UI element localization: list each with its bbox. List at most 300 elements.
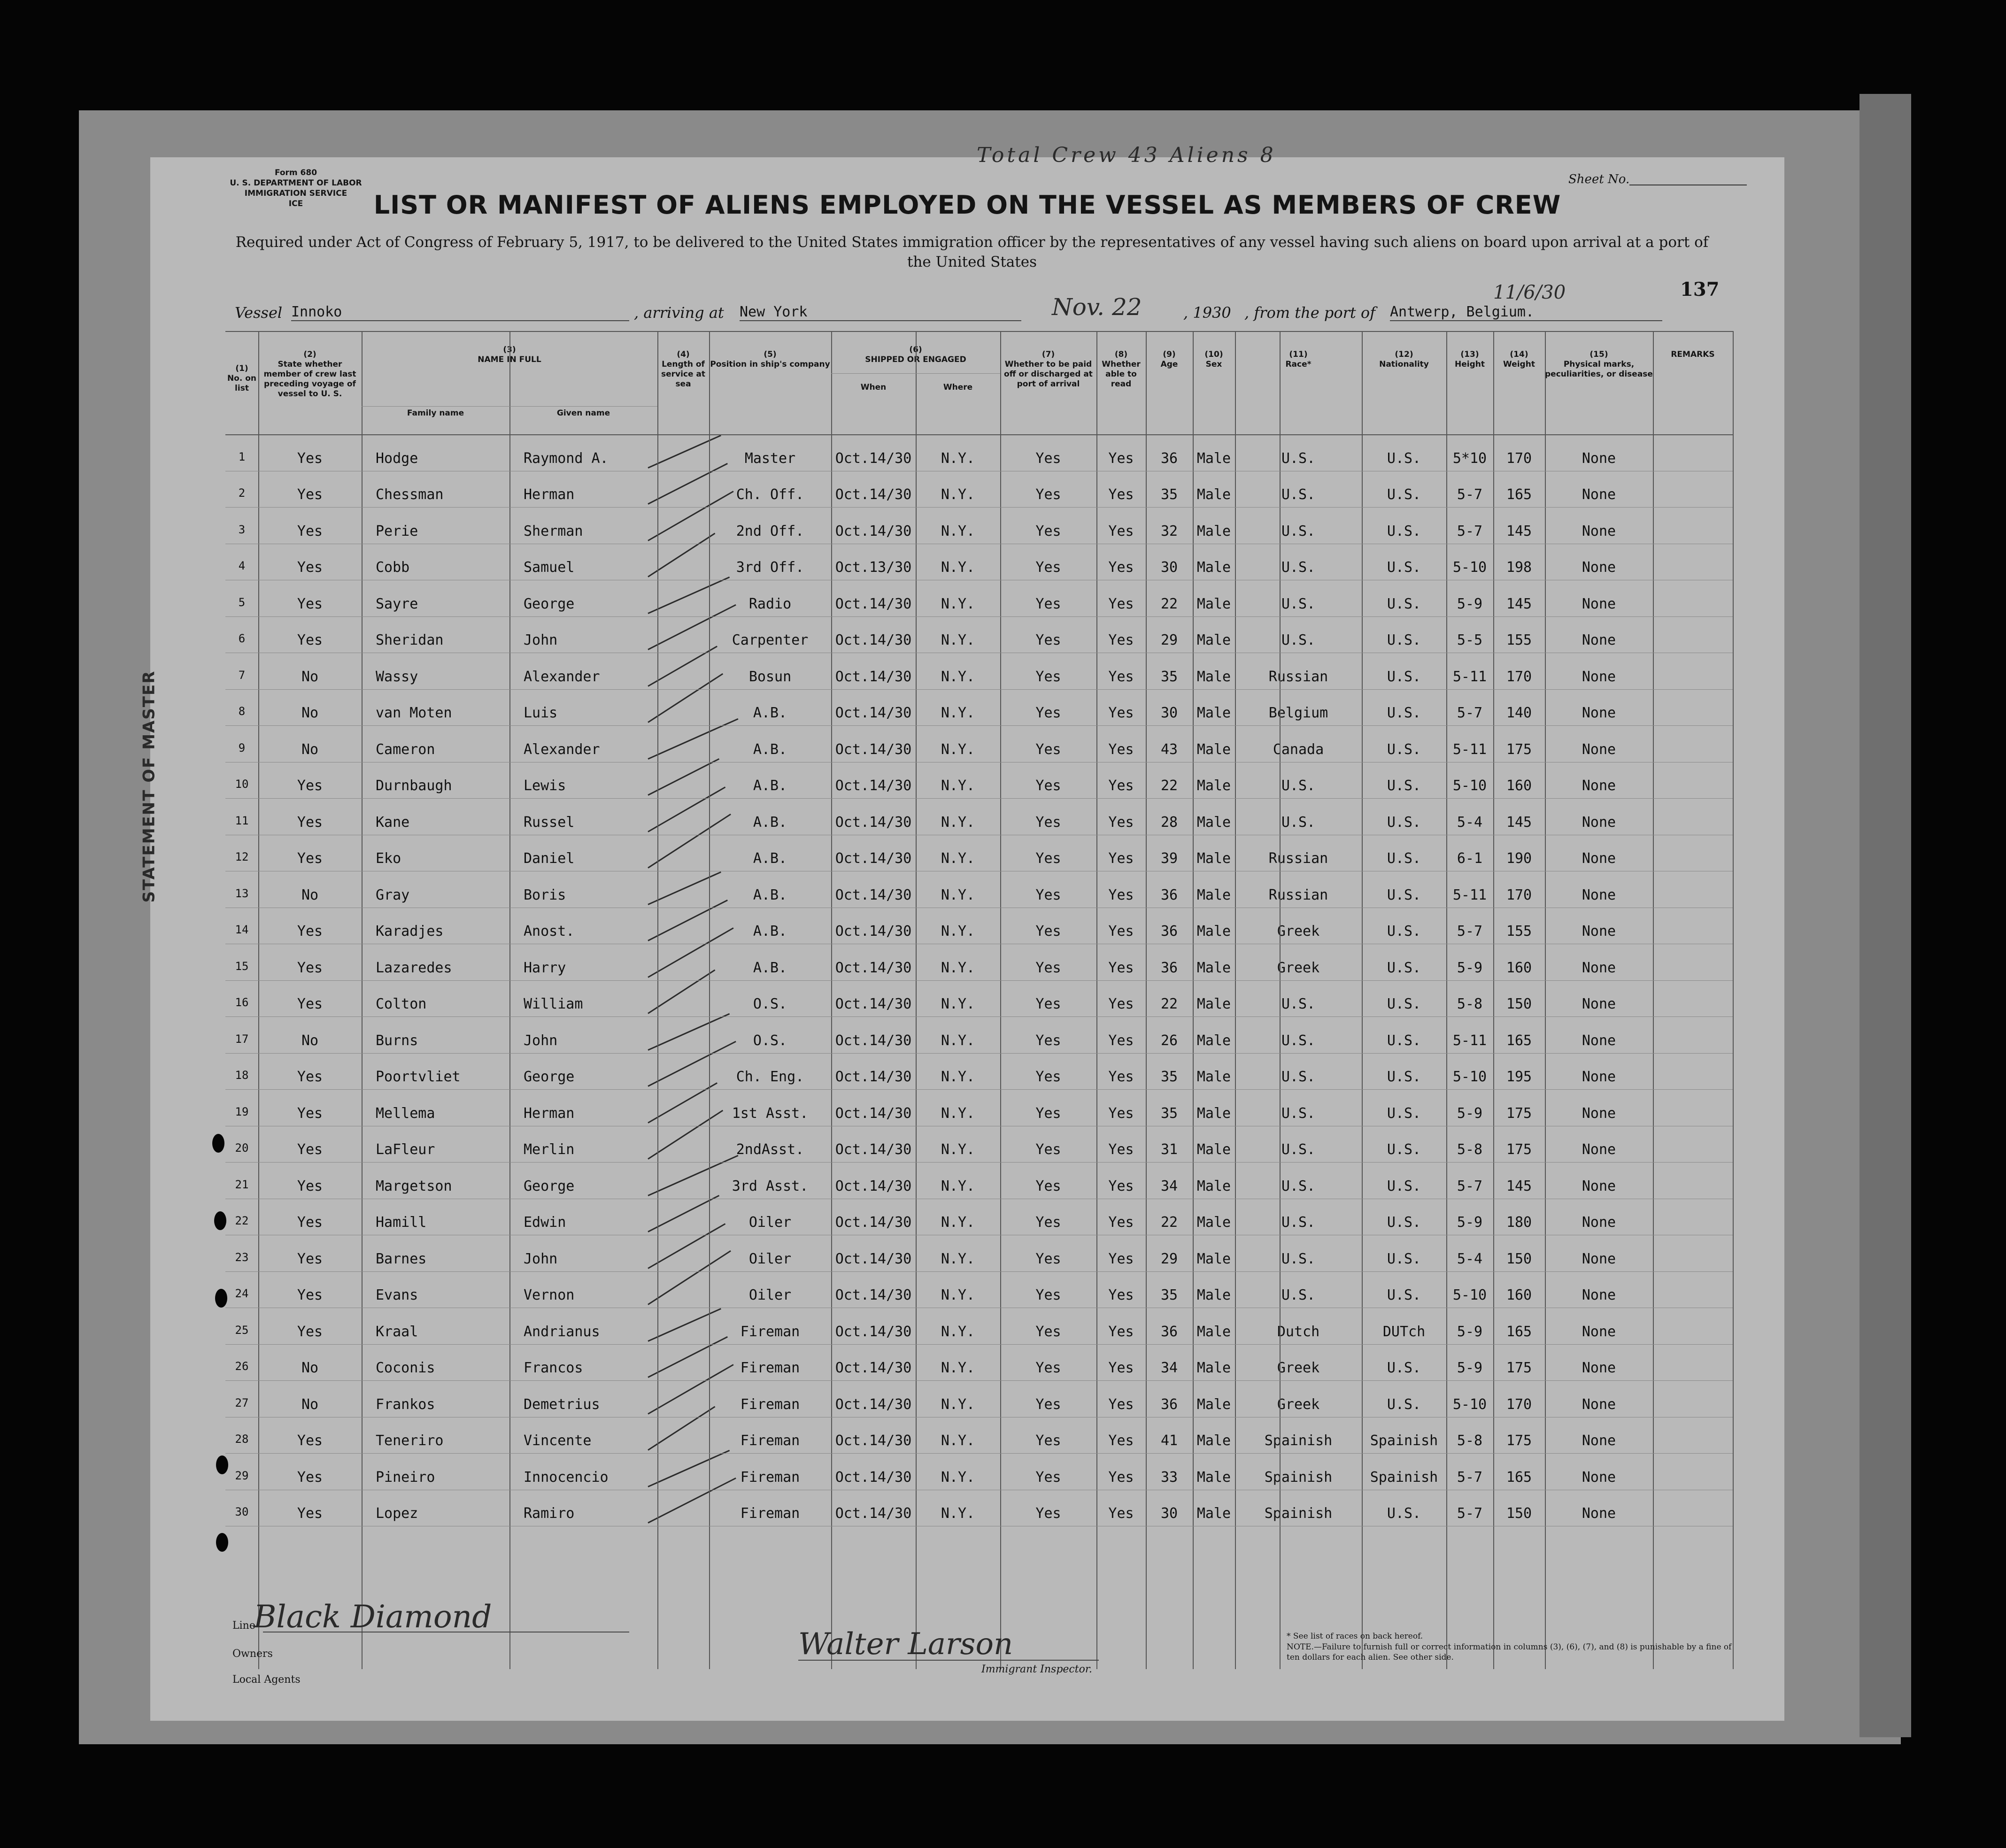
column-number: (4): [677, 350, 690, 359]
cell-marks: None: [1582, 996, 1616, 1012]
cell-sex: Male: [1196, 1105, 1231, 1122]
table-row: [225, 580, 1733, 616]
line-label: Line: [232, 1620, 255, 1632]
cell-age: 28: [1160, 814, 1178, 831]
cell-read: Yes: [1108, 1505, 1134, 1522]
cell-race: Canada: [1273, 741, 1324, 758]
cell-weight: 150: [1506, 1250, 1532, 1267]
cell-race: U.S.: [1281, 778, 1316, 794]
cell-position: Fireman: [740, 1469, 800, 1486]
cell-where: N.Y.: [941, 632, 975, 648]
cell-age: 22: [1160, 1214, 1178, 1231]
arrival-year: , 1930: [1183, 304, 1231, 322]
cell-age: 35: [1160, 668, 1178, 685]
cell-where: N.Y.: [941, 1214, 975, 1231]
cell-sex: Male: [1196, 486, 1231, 503]
cell-race: U.S.: [1281, 450, 1316, 467]
service: IMMIGRATION SERVICE: [244, 189, 347, 198]
cell-sex: Male: [1196, 814, 1231, 831]
cell-given: Vernon: [524, 1287, 575, 1303]
cell-marks: None: [1582, 923, 1616, 939]
cell-family: Karadjes: [376, 923, 444, 939]
cell-position: 3rd Off.: [736, 559, 804, 576]
cell-race: Russian: [1268, 850, 1328, 867]
column-label: Where: [943, 383, 973, 392]
cell-read: Yes: [1108, 1032, 1134, 1049]
cell-nat: U.S.: [1387, 559, 1421, 576]
cell-race: Belgium: [1268, 705, 1328, 721]
cell-race: U.S.: [1281, 1032, 1316, 1049]
binder-hole: [215, 1289, 227, 1308]
column-rule: [1446, 331, 1447, 1669]
cell-prev: Yes: [297, 923, 323, 939]
column-number: (15): [1589, 350, 1608, 359]
cell-read: Yes: [1108, 1250, 1134, 1267]
cell-nat: U.S.: [1387, 668, 1421, 685]
column-label: SHIPPED OR ENGAGED: [865, 355, 966, 364]
cell-sex: Male: [1196, 1287, 1231, 1303]
cell-where: N.Y.: [941, 1105, 975, 1122]
column-header: [1493, 350, 1545, 370]
cell-weight: 170: [1506, 668, 1532, 685]
cell-weight: 145: [1506, 595, 1532, 612]
column-header: [509, 408, 657, 418]
row-rule: [225, 798, 1733, 799]
cell-prev: Yes: [297, 1141, 323, 1158]
cell-position: 2nd Off.: [736, 523, 804, 539]
cell-age: 30: [1160, 559, 1178, 576]
row-rule: [225, 725, 1733, 726]
cell-weight: 190: [1506, 850, 1532, 867]
cell-no: 30: [235, 1505, 249, 1518]
column-rule: [1493, 331, 1494, 1669]
cell-marks: None: [1582, 1432, 1616, 1449]
cell-position: Fireman: [740, 1396, 800, 1413]
cell-weight: 165: [1506, 1032, 1532, 1049]
inspector-line: [798, 1660, 1099, 1661]
cell-where: N.Y.: [941, 1505, 975, 1522]
cell-no: 16: [235, 996, 249, 1009]
cell-no: 13: [235, 886, 249, 900]
cell-when: Oct.14/30: [835, 1105, 912, 1122]
cell-sex: Male: [1196, 959, 1231, 976]
cell-race: U.S.: [1281, 523, 1316, 539]
cell-read: Yes: [1108, 1105, 1134, 1122]
column-label: Sex: [1205, 360, 1222, 369]
cell-height: 5-9: [1457, 1214, 1483, 1231]
cell-where: N.Y.: [941, 450, 975, 467]
cell-age: 34: [1160, 1360, 1178, 1376]
cell-given: Alexander: [524, 668, 600, 685]
cell-read: Yes: [1108, 886, 1134, 903]
cell-nat: U.S.: [1387, 595, 1421, 612]
cell-no: 1: [238, 450, 246, 463]
cell-weight: 165: [1506, 1469, 1532, 1486]
cell-position: Ch. Eng.: [736, 1069, 804, 1085]
cell-age: 43: [1160, 741, 1178, 758]
cell-where: N.Y.: [941, 1360, 975, 1376]
cell-given: Alexander: [524, 741, 600, 758]
row-rule: [225, 1053, 1733, 1054]
cell-when: Oct.14/30: [835, 1250, 912, 1267]
cell-given: Luis: [524, 705, 558, 721]
cell-height: 5-10: [1452, 778, 1487, 794]
column-number: (10): [1204, 350, 1223, 359]
column-label: Family name: [407, 408, 464, 418]
cell-marks: None: [1582, 632, 1616, 648]
cell-prev: No: [301, 1396, 319, 1413]
column-label: State whether member of crew last preceding voyage of vessel to U. S.: [263, 360, 356, 399]
cell-given: Boris: [524, 886, 566, 903]
cell-family: Barnes: [376, 1250, 427, 1267]
cell-sex: Male: [1196, 450, 1231, 467]
column-rule: [831, 331, 832, 1669]
cell-read: Yes: [1108, 814, 1134, 831]
cell-read: Yes: [1108, 1323, 1134, 1340]
column-rule: [1235, 331, 1236, 1669]
cell-given: Anost.: [524, 923, 575, 939]
cell-height: 5-4: [1457, 1250, 1483, 1267]
cell-when: Oct.14/30: [835, 486, 912, 503]
table-row: [225, 1453, 1733, 1490]
cell-position: Oiler: [748, 1214, 792, 1231]
row-rule: [225, 689, 1733, 690]
cell-sex: Male: [1196, 886, 1231, 903]
cell-weight: 150: [1506, 996, 1532, 1012]
table-row: [225, 1089, 1733, 1126]
cell-when: Oct.14/30: [835, 1432, 912, 1449]
row-rule: [225, 1016, 1733, 1017]
cell-age: 33: [1160, 1469, 1178, 1486]
column-header: [1653, 350, 1733, 360]
cell-nat: U.S.: [1387, 1105, 1421, 1122]
cell-position: A.B.: [753, 778, 787, 794]
cell-when: Oct.13/30: [835, 559, 912, 576]
cell-weight: 170: [1506, 1396, 1532, 1413]
cell-family: Sheridan: [376, 632, 444, 648]
cell-family: Lazaredes: [376, 959, 452, 976]
cell-read: Yes: [1108, 486, 1134, 503]
table-row: [225, 471, 1733, 508]
cell-height: 6-1: [1457, 850, 1483, 867]
cell-height: 5-11: [1452, 668, 1487, 685]
cell-no: 6: [238, 632, 246, 645]
cell-nat: U.S.: [1387, 1032, 1421, 1049]
owners-label: Owners: [232, 1648, 273, 1660]
table-row: [225, 871, 1733, 908]
cell-given: John: [524, 1032, 558, 1049]
cell-weight: 175: [1506, 1105, 1532, 1122]
cell-marks: None: [1582, 559, 1616, 576]
cell-race: Russian: [1268, 886, 1328, 903]
cell-age: 29: [1160, 632, 1178, 648]
column-number: (1): [235, 364, 248, 373]
cell-where: N.Y.: [941, 668, 975, 685]
cell-marks: None: [1582, 959, 1616, 976]
cell-nat: Spainish: [1370, 1469, 1438, 1486]
cell-weight: 165: [1506, 1323, 1532, 1340]
column-header: [1545, 350, 1653, 379]
cell-sex: Male: [1196, 1360, 1231, 1376]
cell-paid: Yes: [1035, 1396, 1061, 1413]
cell-nat: U.S.: [1387, 1178, 1421, 1194]
cell-race: Dutch: [1277, 1323, 1320, 1340]
cell-height: 5-11: [1452, 1032, 1487, 1049]
cell-paid: Yes: [1035, 1469, 1061, 1486]
cell-paid: Yes: [1035, 1360, 1061, 1376]
cell-prev: Yes: [297, 1178, 323, 1194]
form-suffix: ICE: [288, 199, 303, 208]
cell-race: U.S.: [1281, 1214, 1316, 1231]
cell-when: Oct.14/30: [835, 632, 912, 648]
cell-read: Yes: [1108, 450, 1134, 467]
cell-position: A.B.: [753, 814, 787, 831]
table-row: [225, 908, 1733, 944]
cell-weight: 180: [1506, 1214, 1532, 1231]
cell-where: N.Y.: [941, 1250, 975, 1267]
cell-height: 5-7: [1457, 523, 1483, 539]
cell-weight: 160: [1506, 959, 1532, 976]
cell-prev: Yes: [297, 778, 323, 794]
cell-given: Demetrius: [524, 1396, 600, 1413]
cell-when: Oct.14/30: [835, 778, 912, 794]
cell-prev: Yes: [297, 523, 323, 539]
cell-paid: Yes: [1035, 1141, 1061, 1158]
cell-given: Francos: [524, 1360, 583, 1376]
cell-weight: 170: [1506, 886, 1532, 903]
cell-paid: Yes: [1035, 923, 1061, 939]
cell-prev: Yes: [297, 595, 323, 612]
cell-where: N.Y.: [941, 959, 975, 976]
cell-position: 3rd Asst.: [732, 1178, 809, 1194]
cell-weight: 175: [1506, 1141, 1532, 1158]
cell-race: U.S.: [1281, 1105, 1316, 1122]
cell-height: 5-7: [1457, 486, 1483, 503]
cell-height: 5-7: [1457, 1178, 1483, 1194]
column-header: [709, 350, 831, 370]
cell-paid: Yes: [1035, 850, 1061, 867]
binder-hole: [214, 1211, 226, 1230]
column-label: Age: [1160, 360, 1178, 369]
cell-marks: None: [1582, 523, 1616, 539]
cell-height: 5-11: [1452, 741, 1487, 758]
column-header: [1235, 350, 1362, 370]
cell-read: Yes: [1108, 705, 1134, 721]
cell-given: Harry: [524, 959, 566, 976]
cell-read: Yes: [1108, 632, 1134, 648]
arriving-port: New York: [740, 304, 1021, 321]
cell-race: Russian: [1268, 668, 1328, 685]
cell-height: 5-10: [1452, 559, 1487, 576]
cell-sex: Male: [1196, 1141, 1231, 1158]
cell-weight: 160: [1506, 778, 1532, 794]
column-label: When: [860, 383, 887, 392]
column-header: [916, 383, 1000, 393]
cell-prev: Yes: [297, 959, 323, 976]
cell-given: Raymond A.: [524, 450, 609, 467]
cell-race: Greek: [1277, 923, 1320, 939]
column-header: [1193, 350, 1235, 370]
cell-race: U.S.: [1281, 1287, 1316, 1303]
cell-nat: U.S.: [1387, 1287, 1421, 1303]
table-row: [225, 835, 1733, 871]
cell-weight: 155: [1506, 632, 1532, 648]
cell-when: Oct.14/30: [835, 1505, 912, 1522]
cell-read: Yes: [1108, 523, 1134, 539]
cell-when: Oct.14/30: [835, 1360, 912, 1376]
column-header: [1000, 350, 1096, 389]
cell-no: 5: [238, 595, 246, 609]
cell-where: N.Y.: [941, 741, 975, 758]
cell-sex: Male: [1196, 1396, 1231, 1413]
column-rule: [258, 331, 259, 1669]
cell-no: 7: [238, 668, 246, 682]
cell-position: A.B.: [753, 959, 787, 976]
cell-family: Pineiro: [376, 1469, 435, 1486]
cell-where: N.Y.: [941, 559, 975, 576]
table-row: [225, 434, 1733, 471]
column-label: Race*: [1285, 360, 1312, 369]
cell-when: Oct.14/30: [835, 1214, 912, 1231]
table-row: [225, 762, 1733, 799]
cell-marks: None: [1582, 1287, 1616, 1303]
column-header: [657, 350, 709, 389]
cell-family: Margetson: [376, 1178, 452, 1194]
cell-nat: U.S.: [1387, 886, 1421, 903]
cell-position: Oiler: [748, 1250, 792, 1267]
column-rule: [1096, 331, 1097, 1669]
column-rule: [1545, 331, 1546, 1669]
row-rule: [225, 1380, 1733, 1381]
cell-sex: Male: [1196, 1032, 1231, 1049]
cell-no: 26: [235, 1360, 249, 1373]
cell-height: 5-10: [1452, 1069, 1487, 1085]
cell-age: 30: [1160, 705, 1178, 721]
cell-nat: U.S.: [1387, 705, 1421, 721]
row-rule: [225, 1089, 1733, 1090]
cell-position: A.B.: [753, 886, 787, 903]
statement-of-master: STATEMENT OF MASTER: [139, 670, 159, 903]
cell-nat: U.S.: [1387, 1505, 1421, 1522]
arrival-date: Nov. 22: [1052, 293, 1142, 321]
cell-height: 5-7: [1457, 1469, 1483, 1486]
inspector-label: Immigrant Inspector.: [981, 1663, 1092, 1675]
cell-race: Spainish: [1264, 1505, 1333, 1522]
cell-when: Oct.14/30: [835, 1069, 912, 1085]
cell-where: N.Y.: [941, 850, 975, 867]
cell-marks: None: [1582, 886, 1616, 903]
column-number: (8): [1114, 350, 1128, 359]
table-row: [225, 1126, 1733, 1163]
table-row: [225, 1053, 1733, 1090]
cell-when: Oct.14/30: [835, 1141, 912, 1158]
cell-nat: U.S.: [1387, 741, 1421, 758]
cell-given: Innocencio: [524, 1469, 609, 1486]
cell-where: N.Y.: [941, 814, 975, 831]
cell-position: Bosun: [748, 668, 792, 685]
cell-prev: No: [301, 1360, 319, 1376]
cell-when: Oct.14/30: [835, 595, 912, 612]
cell-family: Evans: [376, 1287, 418, 1303]
column-rule: [709, 331, 710, 1669]
arriving-label: , arriving at: [634, 304, 724, 322]
table-row: [225, 725, 1733, 762]
date-note: 11/6/30: [1493, 282, 1566, 303]
table-row: [225, 1199, 1733, 1235]
races-note: * See list of races on back hereof.: [1287, 1632, 1423, 1641]
cell-nat: U.S.: [1387, 923, 1421, 939]
cell-position: 1st Asst.: [732, 1105, 809, 1122]
cell-where: N.Y.: [941, 1432, 975, 1449]
column-rule: [1146, 331, 1147, 1669]
cell-paid: Yes: [1035, 1250, 1061, 1267]
cell-height: 5-7: [1457, 705, 1483, 721]
cell-marks: None: [1582, 1214, 1616, 1231]
cell-no: 18: [235, 1069, 249, 1082]
cell-weight: 150: [1506, 1505, 1532, 1522]
cell-height: 5-7: [1457, 923, 1483, 939]
cell-sex: Male: [1196, 1432, 1231, 1449]
cell-nat: U.S.: [1387, 1214, 1421, 1231]
cell-marks: None: [1582, 1505, 1616, 1522]
column-number: (14): [1510, 350, 1528, 359]
cell-paid: Yes: [1035, 996, 1061, 1012]
column-number: (13): [1460, 350, 1479, 359]
cell-weight: 165: [1506, 486, 1532, 503]
cell-given: George: [524, 595, 575, 612]
cell-sex: Male: [1196, 996, 1231, 1012]
cell-paid: Yes: [1035, 1105, 1061, 1122]
cell-read: Yes: [1108, 1178, 1134, 1194]
cell-when: Oct.14/30: [835, 850, 912, 867]
column-label: Nationality: [1379, 360, 1429, 369]
cell-where: N.Y.: [941, 595, 975, 612]
from-port: Antwerp, Belgium.: [1390, 304, 1662, 321]
page-subtitle: Required under Act of Congress of February 5, 1917, to be delivered to the United States immigration officer by the representatives of any vessel having such aliens on board upon arrival at a port of the United States: [235, 234, 1709, 270]
cell-sex: Male: [1196, 1323, 1231, 1340]
cell-race: U.S.: [1281, 632, 1316, 648]
cell-where: N.Y.: [941, 705, 975, 721]
cell-height: 5-11: [1452, 886, 1487, 903]
cell-prev: No: [301, 1032, 319, 1049]
cell-prev: Yes: [297, 996, 323, 1012]
cell-height: 5-4: [1457, 814, 1483, 831]
cell-height: 5-7: [1457, 1505, 1483, 1522]
cell-paid: Yes: [1035, 1214, 1061, 1231]
cell-given: George: [524, 1178, 575, 1194]
cell-family: Cobb: [376, 559, 410, 576]
cell-position: A.B.: [753, 923, 787, 939]
cell-nat: U.S.: [1387, 1141, 1421, 1158]
cell-age: 32: [1160, 523, 1178, 539]
cell-no: 23: [235, 1250, 249, 1264]
cell-paid: Yes: [1035, 959, 1061, 976]
cell-where: N.Y.: [941, 1178, 975, 1194]
cell-no: 14: [235, 923, 249, 936]
page-title: LIST OR MANIFEST OF ALIENS EMPLOYED ON THE VESSEL AS MEMBERS OF CREW: [373, 190, 1561, 220]
inspector-signature: Walter Larson: [798, 1627, 1013, 1662]
cell-nat: U.S.: [1387, 814, 1421, 831]
cell-age: 36: [1160, 959, 1178, 976]
cell-paid: Yes: [1035, 450, 1061, 467]
column-header: [1362, 350, 1446, 370]
cell-read: Yes: [1108, 1069, 1134, 1085]
cell-paid: Yes: [1035, 523, 1061, 539]
cell-read: Yes: [1108, 1432, 1134, 1449]
column-header: [831, 383, 916, 393]
line-signature: Black Diamond: [254, 1599, 492, 1635]
cell-height: 5-8: [1457, 996, 1483, 1012]
